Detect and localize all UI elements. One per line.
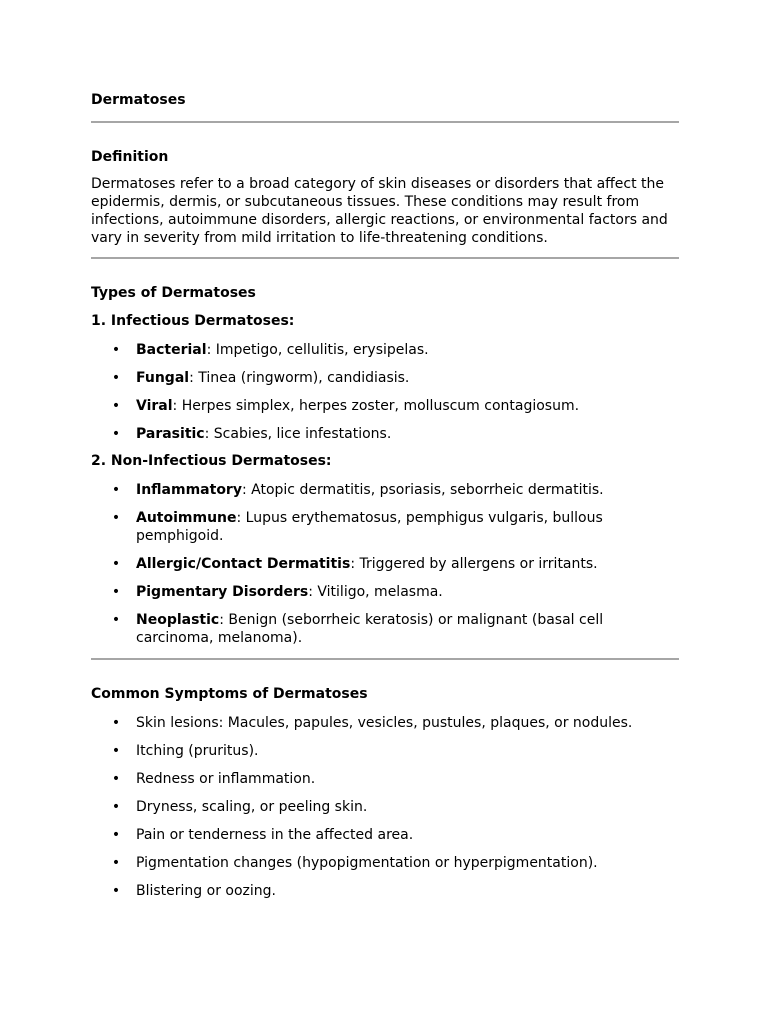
list-item-fungal — [91, 369, 679, 387]
list-item-desc: : Lupus erythematosus, pemphigus vulgaris, bullous pemphigoid. — [136, 510, 603, 544]
symptom-text: Pigmentation changes (hypopigmentation or hyperpigmentation). — [136, 855, 598, 871]
list-item-desc: : Atopic dermatitis, psoriasis, seborrheic dermatitis. — [241, 482, 604, 498]
symptom-text: Redness or inflammation. — [136, 771, 316, 787]
symptoms-list — [91, 714, 679, 900]
list-item-bacterial — [91, 341, 679, 359]
list-item — [91, 854, 679, 872]
symptom-text: Dryness, scaling, or peeling skin. — [136, 799, 368, 815]
list-item-term: Bacterial — [136, 342, 207, 358]
list-item-term: Allergic/Contact Dermatitis — [136, 556, 351, 572]
list-item-desc: : Benign (seborrheic keratosis) or malignant (basal cell carcinoma, melanoma). — [136, 612, 604, 646]
bullet-icon: • — [111, 799, 121, 815]
list-item-term: Viral — [136, 398, 173, 414]
list-item-inflammatory — [91, 481, 679, 499]
bullet-icon: • — [111, 556, 121, 572]
symptoms-heading: Common Symptoms of Dermatoses — [91, 686, 368, 702]
list-item-desc: : Tinea (ringworm), candidiasis. — [189, 370, 410, 386]
non-infectious-heading: 2. Non-Infectious Dermatoses: — [91, 453, 332, 469]
definition-heading: Definition — [91, 149, 169, 165]
list-item — [91, 770, 679, 788]
list-item-neoplastic — [91, 611, 679, 647]
list-item — [91, 742, 679, 760]
list-item-desc: : Triggered by allergens or irritants. — [350, 556, 598, 572]
list-item-term: Pigmentary Disorders — [136, 584, 309, 600]
list-item-allergic-contact — [91, 555, 679, 573]
symptoms-section — [91, 684, 679, 900]
symptom-text: Blistering or oozing. — [136, 883, 276, 899]
symptom-text: Pain or tenderness in the affected area. — [136, 827, 414, 843]
infectious-list — [91, 341, 679, 443]
list-item-term: Parasitic — [136, 426, 205, 442]
list-item-desc: : Impetigo, cellulitis, erysipelas. — [206, 342, 429, 358]
list-item — [91, 798, 679, 816]
types-divider — [91, 658, 679, 660]
bullet-icon: • — [111, 743, 121, 759]
list-item — [91, 714, 679, 732]
title-divider — [91, 121, 679, 123]
list-item-term: Autoimmune — [136, 510, 237, 526]
document-title: Dermatoses — [91, 92, 186, 108]
bullet-icon: • — [111, 715, 121, 731]
bullet-icon: • — [111, 370, 121, 386]
definition-divider — [91, 257, 679, 259]
bullet-icon: • — [111, 510, 121, 526]
list-item-desc: : Herpes simplex, herpes zoster, molluscum contagiosum. — [172, 398, 580, 414]
list-item — [91, 826, 679, 844]
bullet-icon: • — [111, 855, 121, 871]
definition-section — [91, 147, 679, 247]
symptom-text: Itching (pruritus). — [136, 743, 259, 759]
non-infectious-list — [91, 481, 679, 647]
bullet-icon: • — [111, 426, 121, 442]
bullet-icon: • — [111, 883, 121, 899]
infectious-heading: 1. Infectious Dermatoses: — [91, 313, 295, 329]
list-item-term: Neoplastic — [136, 612, 220, 628]
bullet-icon: • — [111, 612, 121, 628]
list-item — [91, 882, 679, 900]
types-heading: Types of Dermatoses — [91, 285, 256, 301]
bullet-icon: • — [111, 482, 121, 498]
list-item-term: Fungal — [136, 370, 190, 386]
types-section — [91, 283, 679, 647]
definition-paragraph: Dermatoses refer to a broad category of skin diseases or disorders that affect the epidermis, dermis, or subcutaneous tissues. These conditions may result from infections, autoimmune disorders, allergic reactions, or environmental factors and vary in severity from mild irritation to life-threatening conditions. — [91, 176, 668, 246]
symptom-text: Skin lesions: Macules, papules, vesicles, pustules, plaques, or nodules. — [136, 715, 633, 731]
bullet-icon: • — [111, 398, 121, 414]
bullet-icon: • — [111, 771, 121, 787]
bullet-icon: • — [111, 827, 121, 843]
list-item-term: Inflammatory — [136, 482, 242, 498]
list-item-desc: : Scabies, lice infestations. — [204, 426, 392, 442]
document-content — [91, 90, 679, 900]
list-item-viral — [91, 397, 679, 415]
list-item-desc: : Vitiligo, melasma. — [308, 584, 443, 600]
list-item-autoimmune — [91, 509, 679, 545]
bullet-icon: • — [111, 584, 121, 600]
list-item-pigmentary — [91, 583, 679, 601]
list-item-parasitic — [91, 425, 679, 443]
bullet-icon: • — [111, 342, 121, 358]
